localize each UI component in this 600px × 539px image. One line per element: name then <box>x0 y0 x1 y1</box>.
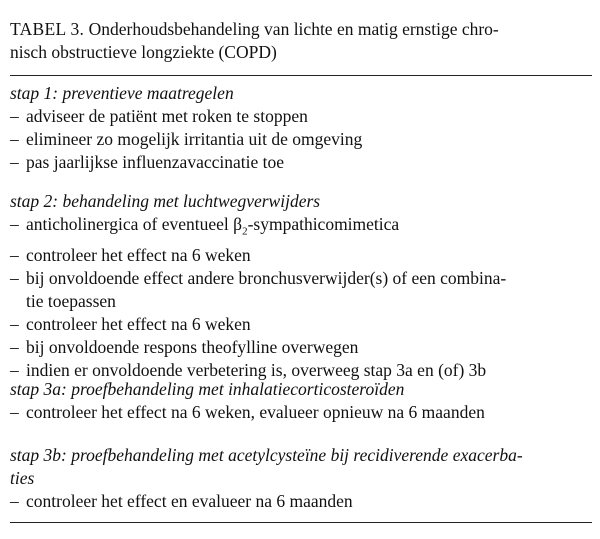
dash-marker: – <box>10 129 19 149</box>
list-item <box>10 401 600 424</box>
table-label: TABEL 3. <box>10 19 85 39</box>
section-heading-line2: ties <box>10 468 35 488</box>
item-text: indien er onvoldoende verbetering is, overweeg stap 3a en (of) 3b <box>26 359 487 380</box>
item-text: controleer het effect en evalueer na 6 maanden <box>26 491 353 511</box>
dash-marker: – <box>10 244 19 265</box>
section-stap-3b <box>10 444 600 513</box>
section-heading: stap 3a: proefbehandeling met inhalatiecorticosteroïden <box>10 379 405 399</box>
list-item <box>10 213 600 244</box>
item-text: controleer het effect na 6 weken <box>26 244 251 265</box>
list-item <box>10 267 600 290</box>
item-text: controleer het effect na 6 weken <box>26 313 251 334</box>
list-item <box>10 490 600 513</box>
section-heading-line1: stap 3b: proefbehandeling met acetylcysteïne bij recidiverende exacerba- <box>10 445 523 465</box>
table-title-line2: nisch obstructieve longziekte (COPD) <box>10 42 277 62</box>
item-text: bij onvoldoende respons theofylline overwegen <box>26 336 359 357</box>
bottom-rule <box>10 522 592 523</box>
list-item <box>10 128 600 151</box>
item-text: elimineer zo mogelijk irritantia uit de omgeving <box>26 129 363 149</box>
dash-marker: – <box>10 402 19 422</box>
item-text-post: -sympathicomimetica <box>247 214 400 234</box>
section-stap-1 <box>10 82 600 174</box>
dash-marker: – <box>10 214 19 234</box>
section-stap-2 <box>10 190 600 382</box>
dash-marker: – <box>10 359 19 380</box>
dash-marker: – <box>10 313 19 334</box>
item-text: adviseer de patiënt met roken te stoppen <box>26 106 308 126</box>
dash-marker: – <box>10 106 19 126</box>
item-text: pas jaarlijkse influenzavaccinatie toe <box>26 152 284 172</box>
top-rule <box>10 75 592 76</box>
item-text-subscript: 2 <box>242 225 248 238</box>
list-item-continuation: tie toepassen <box>26 290 116 311</box>
list-item <box>10 244 600 267</box>
dash-marker: – <box>10 267 19 288</box>
table-caption <box>10 18 594 64</box>
dash-marker: – <box>10 336 19 357</box>
list-item <box>10 313 600 336</box>
list-item <box>10 336 600 359</box>
list-item <box>10 151 600 174</box>
item-text-line1: bij onvoldoende effect andere bronchusverwijder(s) of een combina- <box>26 267 507 288</box>
section-stap-3a <box>10 378 600 424</box>
dash-marker: – <box>10 152 19 172</box>
dash-marker: – <box>10 491 19 511</box>
table-title-line1: Onderhoudsbehandeling van lichte en matig ernstige chro- <box>88 19 499 39</box>
section-heading: stap 2: behandeling met luchtwegverwijders <box>10 191 321 211</box>
item-text: controleer het effect na 6 weken, evalueer opnieuw na 6 maanden <box>26 402 485 422</box>
list-item <box>10 105 600 128</box>
item-text-pre: anticholinergica of eventueel β <box>26 214 243 234</box>
section-heading: stap 1: preventieve maatregelen <box>10 83 234 103</box>
